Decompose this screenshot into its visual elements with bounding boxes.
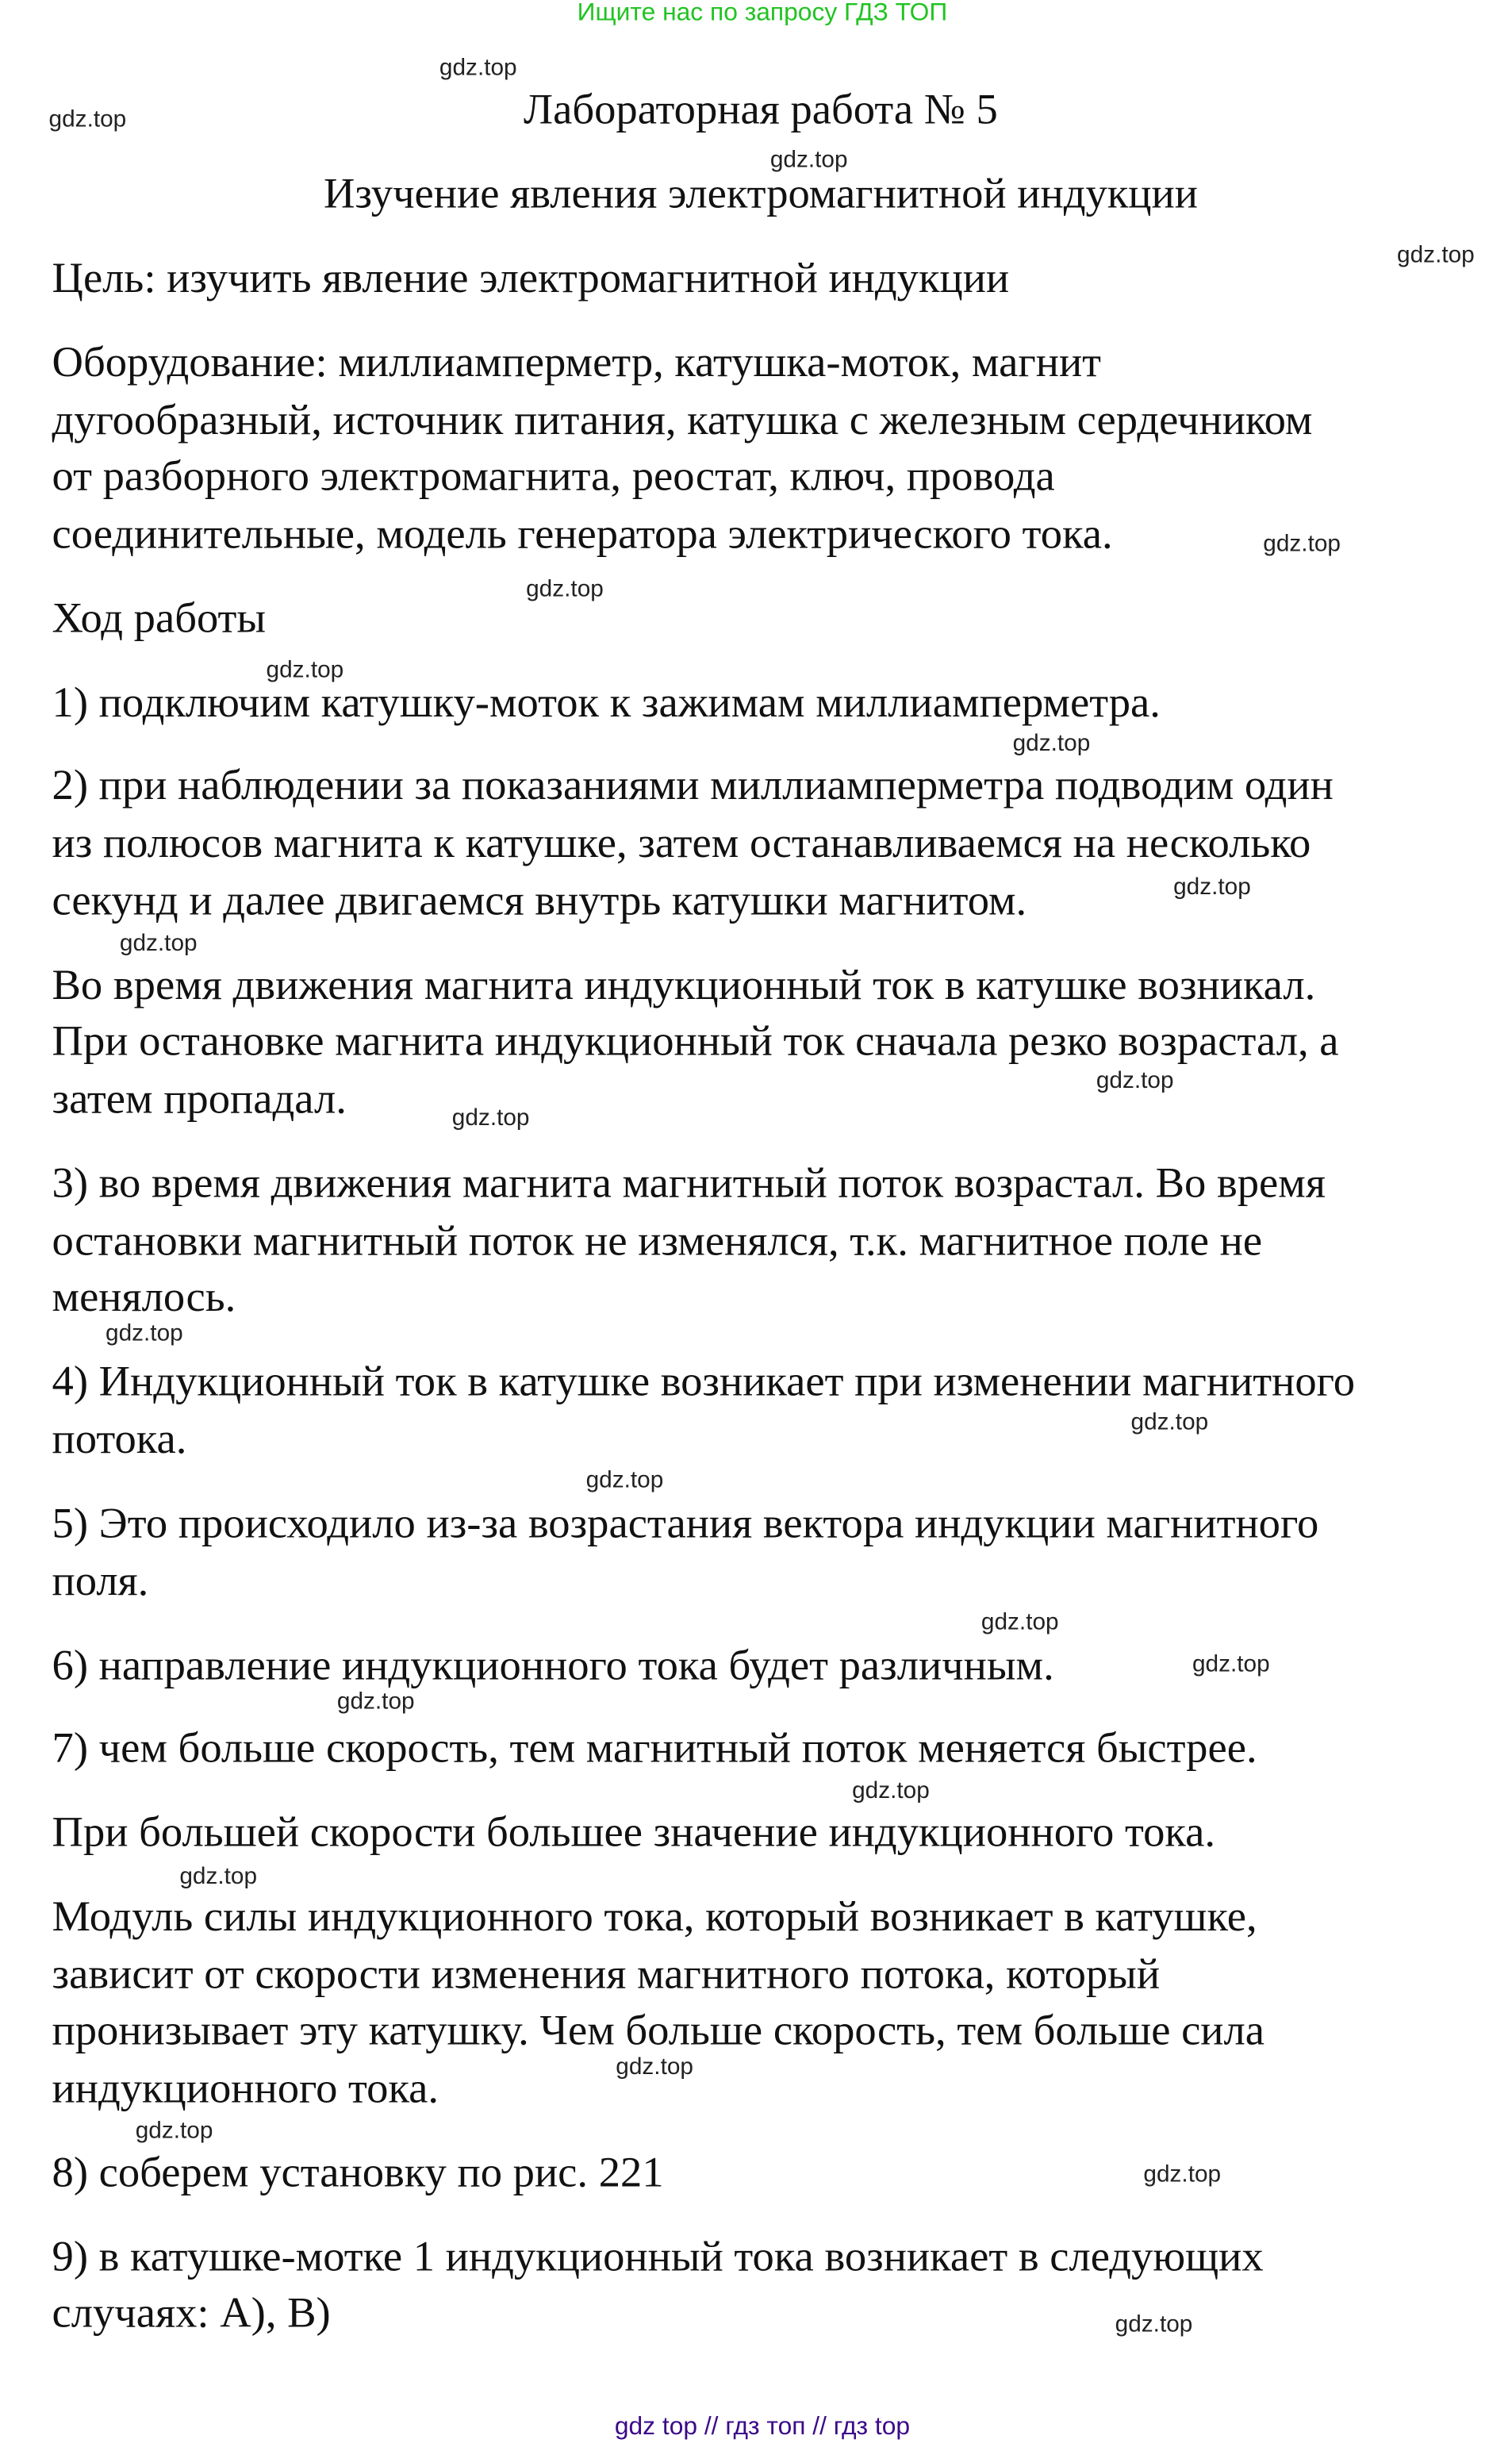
watermark: gdz.top — [48, 106, 127, 133]
text-line: 4) Индукционный ток в катушке возникает при изменении магнитного — [52, 1356, 1356, 1405]
text-line: 6) направление индукционного тока будет различным. — [52, 1640, 1054, 1689]
header-banner[interactable]: Ищите нас по запросу ГДЗ ТОП — [577, 0, 948, 27]
watermark: gdz.top — [336, 1688, 415, 1715]
footer-links[interactable]: gdz top // гдз топ // гдз top — [614, 2414, 911, 2441]
watermark: gdz.top — [526, 575, 604, 603]
text-line: из полюсов магнита к катушке, затем останавливаемся на несколько — [52, 817, 1311, 866]
watermark: gdz.top — [1397, 241, 1475, 269]
watermark: gdz.top — [1263, 530, 1341, 558]
text-line: секунд и далее двигаемся внутрь катушки магнитом. — [52, 875, 1027, 924]
watermark: gdz.top — [1173, 874, 1251, 901]
text-line: индукционного тока. — [52, 2063, 439, 2112]
text-line: 1) подключим катушку-моток к зажимам миллиамперметра. — [52, 677, 1161, 726]
watermark: gdz.top — [980, 1608, 1059, 1636]
text-line: При большей скорости большее значение индукционного тока. — [52, 1807, 1216, 1856]
text-line: 8) соберем установку по рис. 221 — [52, 2147, 664, 2196]
text-line: пронизывает эту катушку. Чем больше скорость, тем больше сила — [52, 2005, 1265, 2054]
text-line: менялось. — [52, 1271, 236, 1320]
text-line: 7) чем больше скорость, тем магнитный поток меняется быстрее. — [52, 1723, 1257, 1772]
section-heading: Ход работы — [52, 593, 267, 642]
text-line: 9) в катушке-мотке 1 индукционный тока возникает в следующих — [52, 2231, 1264, 2280]
watermark: gdz.top — [106, 1320, 183, 1347]
text-line: 2) при наблюдении за показаниями миллиамперметра подводим один — [52, 759, 1334, 809]
text-line: поля. — [52, 1555, 149, 1604]
watermark: gdz.top — [616, 2053, 694, 2080]
text-line: Цель: изучить явление электромагнитной индукции — [52, 252, 1010, 302]
watermark: gdz.top — [119, 930, 198, 957]
watermark: gdz.top — [179, 1863, 258, 1890]
text-line: зависит от скорости изменения магнитного потока, который — [52, 1949, 1161, 1998]
text-line: остановки магнитный поток не изменялся, т.к. магнитное поле не — [52, 1216, 1263, 1265]
watermark: gdz.top — [1012, 730, 1091, 757]
text-line: Во время движения магнита индукционный ток в катушке возникал. — [52, 959, 1316, 1008]
watermark: gdz.top — [135, 2117, 213, 2145]
watermark: gdz.top — [451, 1104, 530, 1131]
text-line: Оборудование: миллиамперметр, катушка-моток, магнит — [52, 336, 1102, 386]
watermark: gdz.top — [1192, 1650, 1270, 1678]
watermark: gdz.top — [852, 1777, 930, 1804]
page-subtitle: Изучение явления электромагнитной индукции — [323, 168, 1198, 217]
text-line: затем пропадал. — [52, 1074, 347, 1123]
watermark: gdz.top — [1096, 1067, 1174, 1094]
text-line: 5) Это происходило из-за возрастания вектора индукции магнитного — [52, 1498, 1319, 1547]
watermark: gdz.top — [585, 1466, 664, 1494]
text-line: потока. — [52, 1413, 187, 1462]
text-line: При остановке магнита индукционный ток сначала резко возрастал, а — [52, 1016, 1339, 1065]
watermark: gdz.top — [769, 146, 848, 174]
page-title: Лабораторная работа № 5 — [524, 84, 998, 133]
text-line: 3) во время движения магнита магнитный поток возрастал. Во время — [52, 1158, 1326, 1207]
text-line: случаях: А), В) — [52, 2288, 331, 2337]
watermark: gdz.top — [439, 54, 517, 82]
watermark: gdz.top — [266, 657, 344, 684]
watermark: gdz.top — [1143, 2161, 1222, 2188]
text-line: соединительные, модель генератора электрического тока. — [52, 509, 1113, 558]
watermark: gdz.top — [1115, 2311, 1193, 2338]
watermark: gdz.top — [1130, 1409, 1209, 1436]
text-line: дугообразный, источник питания, катушка с железным сердечником — [52, 394, 1313, 444]
text-line: от разборного электромагнита, реостат, ключ, провода — [52, 451, 1055, 500]
text-line: Модуль силы индукционного тока, который возникает в катушке, — [52, 1891, 1257, 1940]
